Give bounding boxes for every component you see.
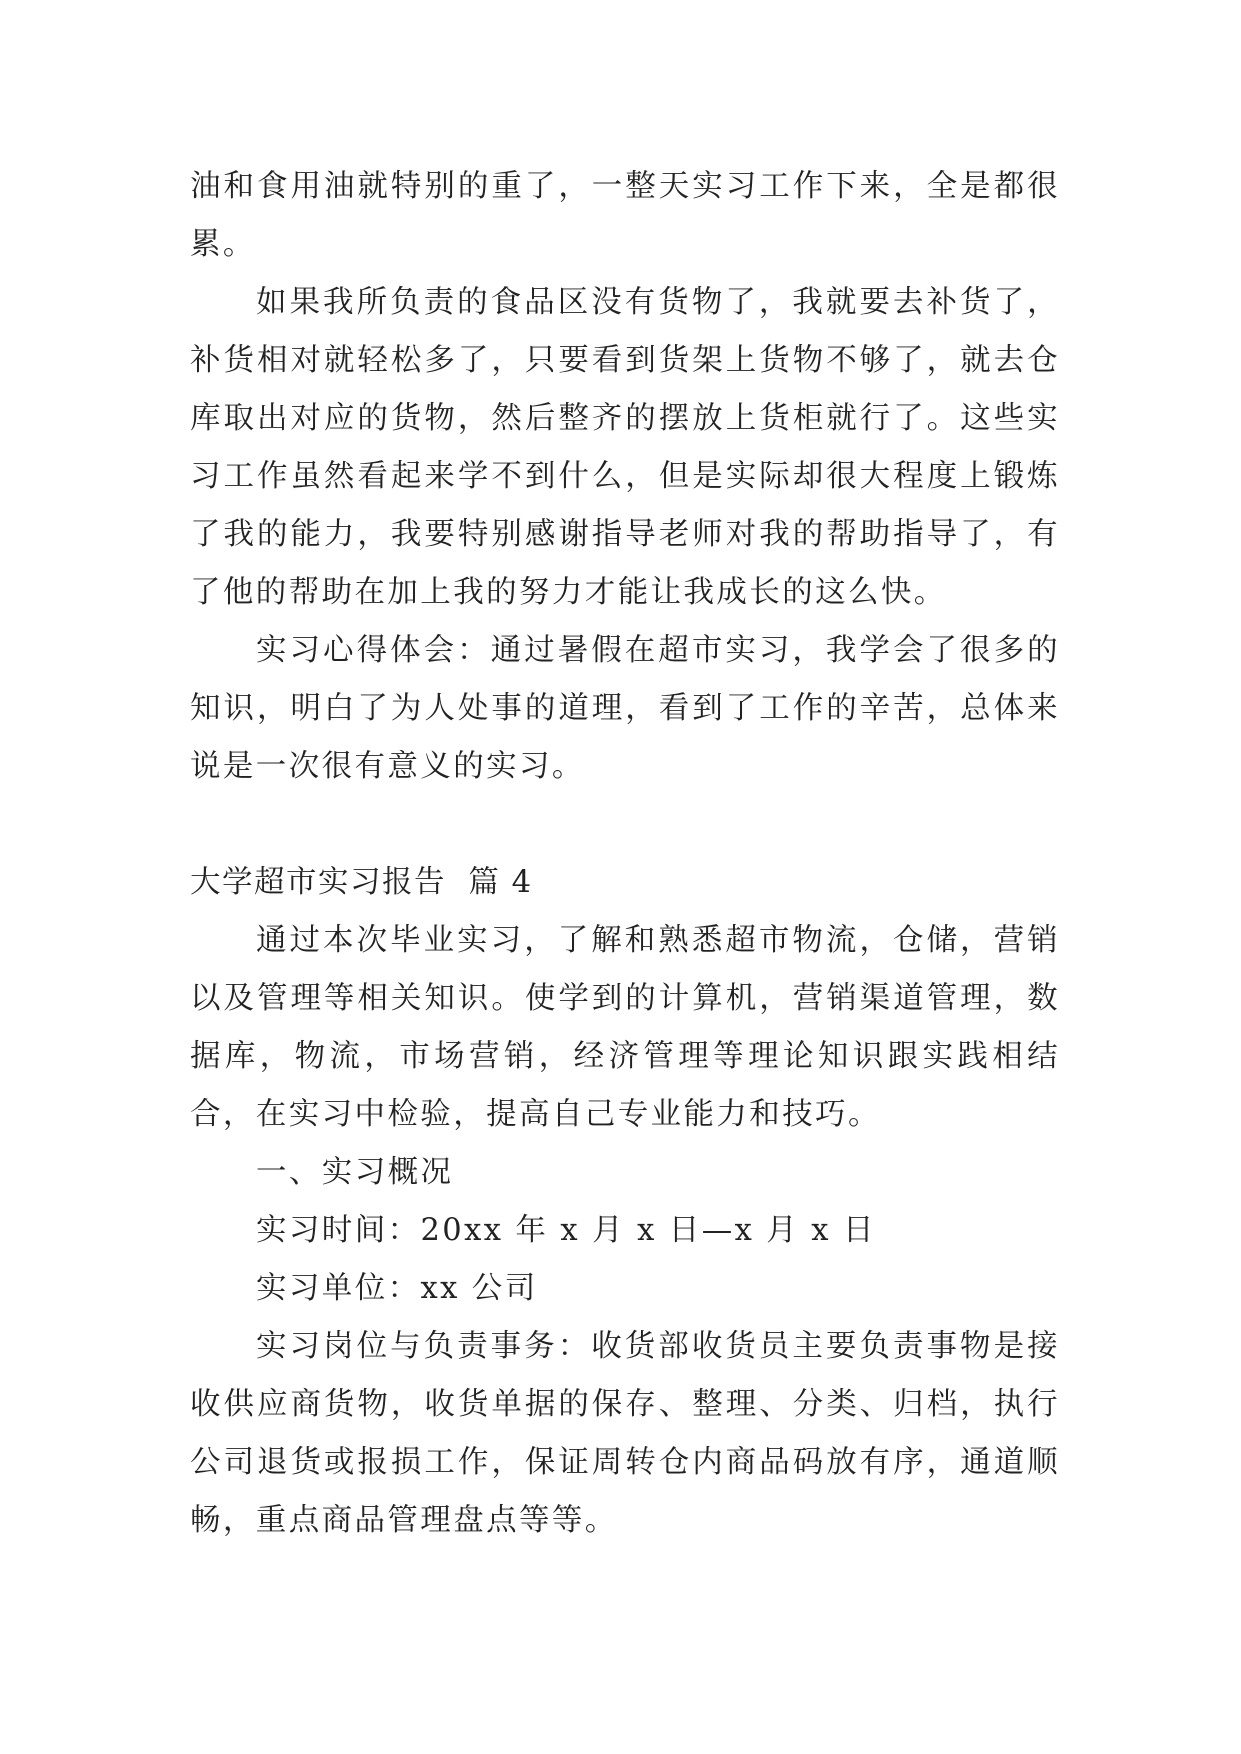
paragraph-restocking: 如果我所负责的食品区没有货物了，我就要去补货了，补货相对就轻松多了，只要看到货架上货物不够了，就去仓库取出对应的货物，然后整齐的摆放上货柜就行了。这些实习工作虽然看起来学不到什么，但是实际却很大程度上锻炼了我的能力，我要特别感谢指导老师对我的帮助指导了，有了他的帮助在加上我的努力才能让我成长的这么快。 <box>190 285 1060 610</box>
paragraph-reflection: 实习心得体会：通过暑假在超市实习，我学会了很多的知识，明白了为人处事的道理，看到了工作的辛苦，总体来说是一次很有意义的实习。 <box>190 633 1060 784</box>
paragraph-duties: 实习岗位与负责事务：收货部收货员主要负责事物是接收供应商货物，收货单据的保存、整理、分类、归档，执行公司退货或报损工作，保证周转仓内商品码放有序，通道顺畅，重点商品管理盘点等等。 <box>190 1329 1060 1538</box>
paragraph-intro: 通过本次毕业实习，了解和熟悉超市物流，仓储，营销以及管理等相关知识。使学到的计算机，营销渠道管理，数据库，物流，市场营销，经济管理等理论知识跟实践相结合，在实习中检验，提高自己专业能力和技巧。 <box>190 923 1060 1132</box>
internship-time: 实习时间：20xx 年 x 月 x 日—x 月 x 日 <box>256 1213 876 1248</box>
section-title: 大学超市实习报告 篇 4 <box>190 865 533 900</box>
paragraph-continued: 油和食用油就特别的重了，一整天实习工作下来，全是都很累。 <box>190 169 1060 262</box>
subheading-overview: 一、实习概况 <box>256 1155 454 1190</box>
internship-unit: 实习单位：xx 公司 <box>256 1271 538 1306</box>
document-body <box>190 158 1060 1550</box>
